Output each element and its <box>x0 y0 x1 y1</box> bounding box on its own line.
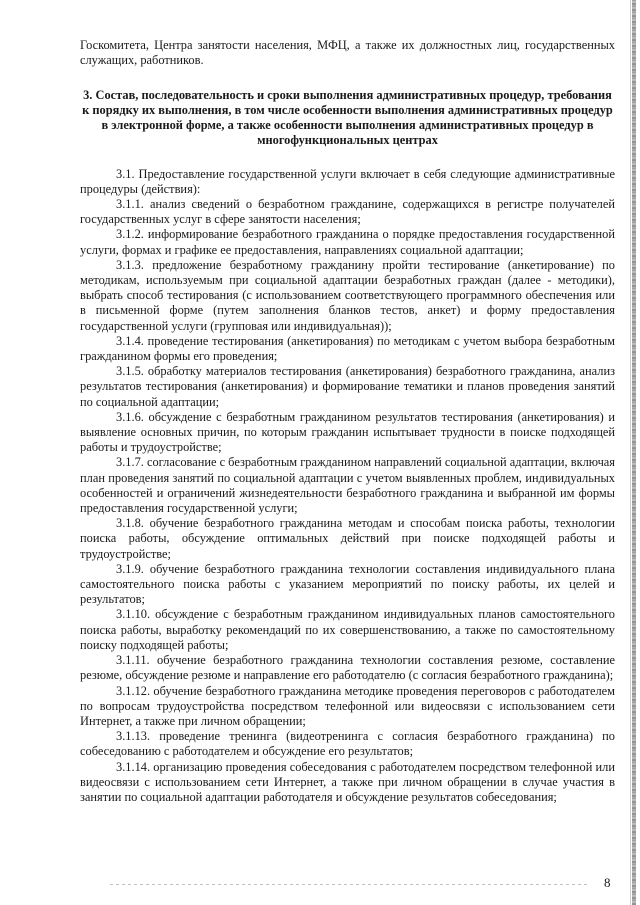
paragraph-3-1-6: 3.1.6. обсуждение с безработным гражданином результатов тестирования (анкетирования) и выявление основных причин, по которым гражданин испытывает трудности в поиске подходящей работы и трудоустройстве; <box>80 409 615 455</box>
paragraph-3-1: 3.1. Предоставление государственной услуги включает в себя следующие административные процедуры (действия): <box>80 166 615 196</box>
paragraph-3-1-12: 3.1.12. обучение безработного гражданина методике проведения переговоров с работодателем по вопросам трудоустройства посредством телефонной или видеосвязи с использованием сети Интернет, а также при личном обращении; <box>80 683 615 728</box>
scan-edge <box>632 0 636 905</box>
document-body <box>80 38 615 805</box>
top-paragraph: Госкомитета, Центра занятости населения, МФЦ, а также их должностных лиц, государственных служащих, работников. <box>80 38 615 68</box>
paragraph-3-1-4: 3.1.4. проведение тестирования (анкетирования) по методикам с учетом выбора безработным гражданином формы его проведения; <box>80 333 615 364</box>
paragraph-3-1-10: 3.1.10. обсуждение с безработным гражданином индивидуальных планов самостоятельного поиска работы, выработку рекомендаций по их совершенствованию, а также по самостоятельному поиску подходящей работы; <box>80 607 615 652</box>
paragraph-3-1-1: 3.1.1. анализ сведений о безработном гражданине, содержащихся в регистре получателей государственных услуг в сфере занятости населения; <box>80 197 615 227</box>
paragraph-3-1-9: 3.1.9. обучение безработного гражданина технологии составления индивидуального плана самостоятельного поиска работы с указанием мероприятий по поиску работы, их целей и результатов; <box>80 561 615 607</box>
paragraph-3-1-3: 3.1.3. предложение безработному гражданину пройти тестирование (анкетирование) по методикам, используемым при социальной адаптации безработных граждан (далее - методики), выбрать способ тестирования (с использованием соответствующего программного обеспечения или в письменной форме (путем заполнения бланков тестов, анкет) и форму предоставления государственной услуги (групповая или индивидуальная)); <box>80 257 615 333</box>
paragraph-3-1-14: 3.1.14. организацию проведения собеседования с работодателем посредством телефонной или видеосвязи с использованием сети Интернет, а также при личном обращении в случае участия в занятии по социальной адаптации работодателя и обсуждение результатов собеседования; <box>80 759 615 804</box>
paragraph-3-1-5: 3.1.5. обработку материалов тестирования (анкетирования) безработного гражданина, анализ результатов тестирования (анкетирования) и формирование тематики и планов проведения занятий по социальной адаптации; <box>80 364 615 409</box>
footer-divider <box>110 884 590 885</box>
paragraph-3-1-8: 3.1.8. обучение безработного гражданина методам и способам поиска работы, технологии поиска работы, обсуждение оптимальных действий при поиске подходящей работы и трудоустройстве; <box>80 516 615 561</box>
page-number: 8 <box>604 875 611 890</box>
paragraph-3-1-2: 3.1.2. информирование безработного гражданина о порядке предоставления государственной услуги, формах и графике ее предоставления, направлениях социальной адаптации; <box>80 227 615 257</box>
paragraph-3-1-11: 3.1.11. обучение безработного гражданина технологии составления резюме, составление резюме, обсуждение резюме и направление его работодателю (с согласия безработного гражданина); <box>80 653 615 683</box>
scan-edge-line <box>630 0 631 905</box>
section-heading: 3. Состав, последовательность и сроки выполнения административных процедур, требования к порядку их выполнения, в том числе особенности выполнения административных процедур в электронной форме, а также особенности выполнения административных процедур в многофункциональных центрах <box>82 88 613 147</box>
paragraph-3-1-7: 3.1.7. согласование с безработным гражданином направлений социальной адаптации, включая план проведения занятий по социальной адаптации с учетом выявленных проблем, индивидуальных особенностей и ограничений жизнедеятельности безработного гражданина и выбранной им формы предоставления государственной услуги; <box>80 455 615 516</box>
paragraph-3-1-13: 3.1.13. проведение тренинга (видеотренинга с согласия безработного гражданина) по собеседованию с работодателем и обсуждение его результатов; <box>80 729 615 759</box>
